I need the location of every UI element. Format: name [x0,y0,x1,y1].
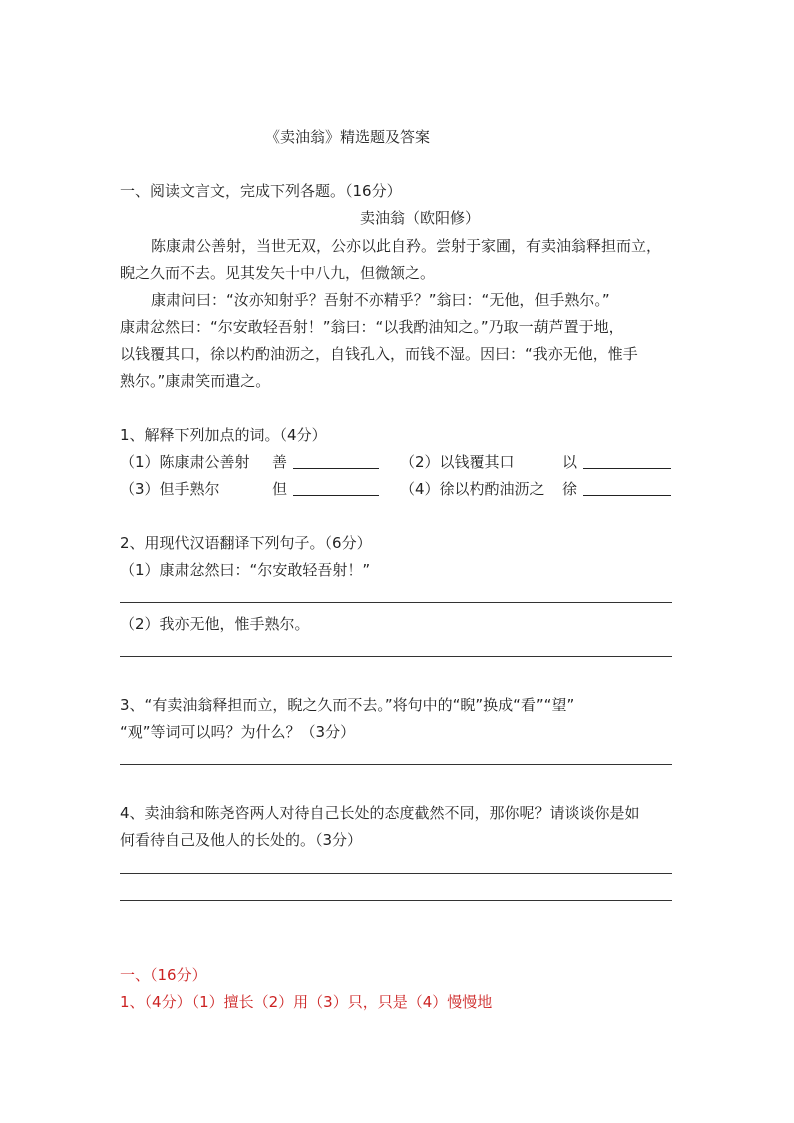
document-title: 《卖油翁》精选题及答案 [265,128,431,146]
question-2-stem: 2、用现代汉语翻译下列句子。（6分） [120,534,372,552]
question-4-line: 4、卖油翁和陈尧咨两人对待自己长处的态度截然不同，那你呢？请谈谈你是如 [120,804,640,822]
passage-title: 卖油翁（欧阳修） [360,209,481,227]
passage-line: 陈康肃公善射，当世无双，公亦以此自矜。尝射于家圃，有卖油翁释担而立， [151,237,662,255]
passage-line: 以钱覆其口，徐以杓酌油沥之，自钱孔入，而钱不湿。因曰：“我亦无他，惟手 [120,345,638,363]
answer-line[interactable] [120,873,672,874]
question-3-line: 3、“有卖油翁释担而立，睨之久而不去。”将句中的“睨”换成“看”“望” [120,696,575,714]
answer-blank[interactable] [583,454,671,469]
q2-sentence-2: （2）我亦无他，惟手熟尔。 [120,615,310,633]
answer-blank[interactable] [583,481,671,496]
q1-item-answer[interactable] [272,479,379,499]
passage-line: 熟尔。”康肃笑而遣之。 [120,372,271,390]
question-1-stem: 1、解释下列加点的词。（4分） [120,426,327,444]
q1-item-word: 但 [272,480,288,498]
q1-item-word: 善 [272,453,288,471]
q1-item-answer[interactable] [562,479,671,499]
q1-item-text: （1）陈康肃公善射 [120,453,250,471]
q2-sentence-1: （1）康肃忿然曰：“尔安敢轻吾射！” [120,561,371,579]
q1-item-answer[interactable] [562,452,671,472]
answer-1: 1、（4分）（1）擅长（2）用（3）只，只是（4）慢慢地 [120,993,493,1011]
section-heading: 一、阅读文言文，完成下列各题。（16分） [120,182,402,200]
answer-blank[interactable] [293,454,379,469]
passage-line: 睨之久而不去。见其发矢十中八九，但微颔之。 [120,264,436,282]
passage-line: 康肃问曰：“汝亦知射乎？吾射不亦精乎？”翁曰：“无他，但手熟尔。” [151,291,610,309]
q1-item-word: 以 [562,453,578,471]
question-4-line: 何看待自己及他人的长处的。（3分） [120,831,363,849]
answer-blank[interactable] [293,481,379,496]
answer-line[interactable] [120,900,672,901]
answer-line[interactable] [120,764,672,765]
q1-item-text: （4）徐以杓酌油沥之 [400,480,545,498]
q1-item-word: 徐 [562,480,578,498]
question-3-line: “观”等词可以吗？为什么？（3分） [120,723,356,741]
answer-line[interactable] [120,656,672,657]
q1-item-text: （3）但手熟尔 [120,480,220,498]
q1-item-answer[interactable] [272,452,379,472]
answer-line[interactable] [120,602,672,603]
passage-line: 康肃忿然曰：“尔安敢轻吾射！”翁曰：“以我酌油知之。”乃取一葫芦置于地， [120,318,624,336]
q1-item-text: （2）以钱覆其口 [400,453,515,471]
answer-heading: 一、（16分） [120,966,207,984]
